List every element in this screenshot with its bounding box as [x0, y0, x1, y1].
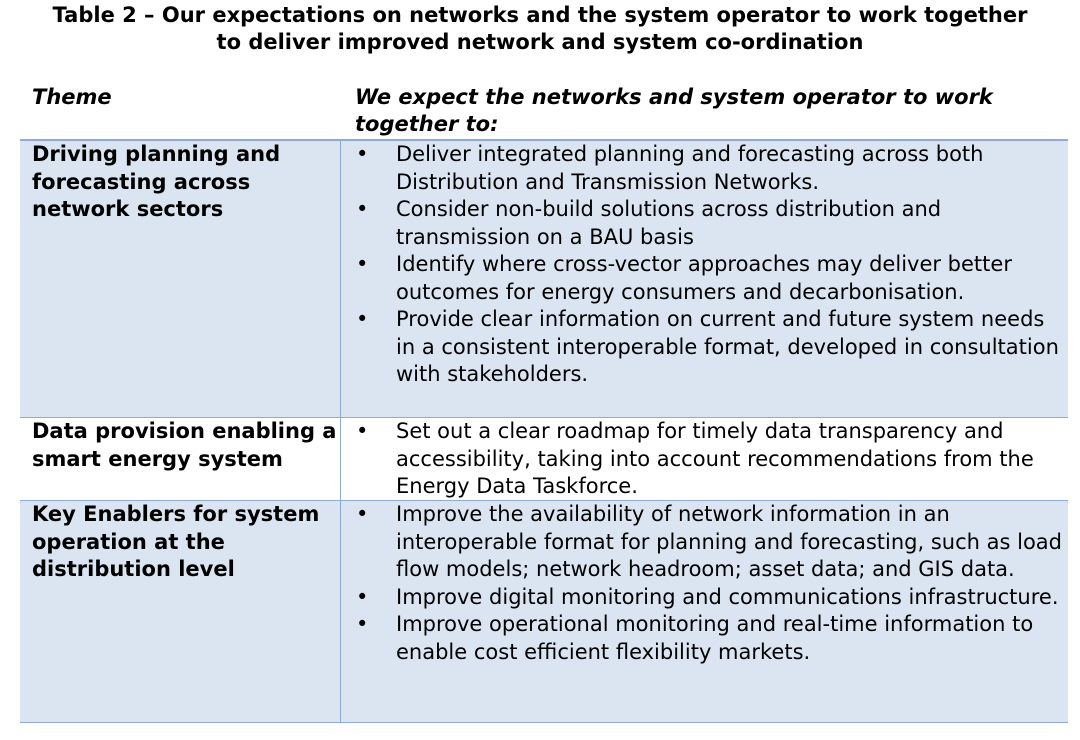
bullet-icon: • [356, 502, 369, 526]
list-item: • Set out a clear roadmap for timely data transparency and accessibility, taking into account recommendations from the Energy Data Taskforce. [356, 419, 1034, 498]
bullet-icon: • [356, 612, 369, 636]
bullet-list [342, 141, 1068, 389]
list-item: • Improve the availability of network information in an interoperable format for planning and forecasting, such as load flow models; network headroom; asset data; and GIS data. [356, 502, 1063, 581]
bullet-icon: • [356, 252, 369, 276]
bullet-icon: • [356, 307, 369, 331]
bullet-icon: • [356, 197, 369, 221]
list-item: • Improve digital monitoring and communications infrastructure. [342, 584, 1068, 612]
bullet-list [342, 501, 1068, 666]
list-item: • Provide clear information on current and future system needs in a consistent interoperable format, developed in consultation with stakeholders. [356, 307, 1059, 386]
list-item: • Deliver integrated planning and forecasting across both Distribution and Transmission Networks. [356, 142, 984, 194]
table-row-planning [20, 141, 1068, 417]
row-theme: Driving planning and forecasting across network sectors [20, 141, 341, 417]
header-theme: Theme [32, 85, 112, 109]
row-theme: Key Enablers for system operation at the distribution level [20, 501, 341, 722]
list-item: • Identify where cross-vector approaches may deliver better outcomes for energy consumers and decarbonisation. [356, 252, 1012, 304]
list-item: • Consider non-build solutions across distribution and transmission on a BAU basis [356, 197, 942, 249]
header-expectation: We expect the networks and system operator to work together to: [355, 85, 993, 136]
bullet-icon: • [356, 142, 369, 166]
table-bottom-border [20, 722, 1068, 723]
bullet-icon: • [356, 419, 369, 443]
bullet-icon: • [356, 584, 369, 609]
table-row-data-provision [20, 418, 1068, 500]
table-caption [0, 2, 1080, 56]
list-item: • Improve operational monitoring and real-time information to enable cost efficient flexibility markets. [356, 612, 1034, 664]
row-theme: Data provision enabling a smart energy system [20, 418, 341, 500]
caption-line-2: to deliver improved network and system co-ordination [216, 30, 864, 54]
bullet-list [342, 418, 1068, 501]
table-header-row [20, 84, 1068, 142]
table-row-key-enablers [20, 501, 1068, 722]
caption-line-1: Table 2 – Our expectations on networks and the system operator to work together [52, 3, 1028, 27]
